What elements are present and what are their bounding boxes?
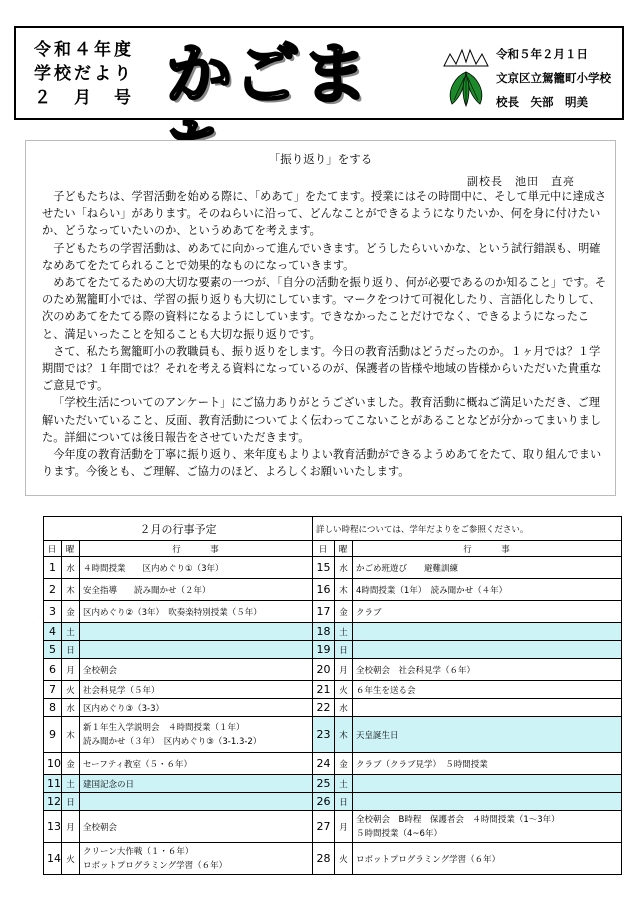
event-cell [353,699,622,717]
event-cell [353,811,622,843]
event-line: 新１年生入学説明会 ４時間授業（１年） [83,722,245,733]
article-paragraph: 「学校生活についてのアンケート」にご協力ありがとうございました。教育活動に概ねご満足いただき、ご理解いただいていること、反面、教育活動についてよく伝わってこないことがあることなどが分かってまいりました。詳細については後日報告をさせていただきます。 [42,396,602,444]
event-line: クリーン大作戦（１・６年） [83,846,194,857]
table-row [44,717,622,753]
table-row [44,699,622,717]
article-paragraph: めあてをたてるための大切な要素の一つが、「自分の活動を振り返り、何が必要であるのか知ること」です。そのため駕籠町小では、学習の振り返りも大切にしています。マークをつけて可視化したり、言語化したりして、次のめあてをたてる際の資料になるようにしています。できなかったことだけでなく、できるようになったこと、満足いったことを知ることも大切な振り返りです。 [42,276,607,341]
day-number: 27 [313,811,335,843]
event-cell [353,775,622,793]
weekday: 水 [62,557,80,579]
event-cell [353,753,622,775]
weekday: 土 [62,775,80,793]
weekday: 月 [335,659,353,681]
day-number: 2 [44,579,62,601]
day-number: 4 [44,623,62,641]
article-author: 副校長 池田 直亮 [467,175,575,188]
day-number: 25 [313,775,335,793]
event-cell [80,717,313,753]
day-number: 6 [44,659,62,681]
schedule-caption: ２月の行事予定 [44,517,313,541]
event-line: 4時間授業（1年） 読み聞かせ（４年） [356,585,508,596]
table-row [44,681,622,699]
event-cell [80,601,313,623]
day-number: 22 [313,699,335,717]
day-number: 26 [313,793,335,811]
event-line: ロボットプログラミング学習（６年） [356,854,501,865]
day-number: 24 [313,753,335,775]
day-number: 21 [313,681,335,699]
weekday: 土 [335,775,353,793]
event-line: 区内めぐり③（3-3） [83,703,165,714]
event-cell [80,843,313,875]
day-number: 28 [313,843,335,875]
event-line: ６年生を送る会 [356,685,416,696]
article-paragraph: 今年度の教育活動を丁寧に振り返り、来年度もよりよい教育活動ができるようめあてをたて、取り組んでまいります。今後とも、ご理解、ご協力のほど、よろしくお願いいたします。 [42,448,602,479]
article-body [42,188,608,480]
weekday: 金 [62,601,80,623]
event-line: 全校朝会 [83,665,118,676]
event-cell [353,623,622,641]
event-line: 全校朝会 [83,822,118,833]
weekday: 木 [62,717,80,753]
event-line: ４時間授業 区内めぐり①（3年） [83,563,224,574]
event-line: 安全指導 読み聞かせ（２年） [83,585,211,596]
col-header-events: 行 事 [80,541,313,557]
table-row [44,659,622,681]
table-row [44,641,622,659]
col-header-events: 行 事 [353,541,622,557]
event-cell [353,557,622,579]
event-cell [353,601,622,623]
table-row [44,793,622,811]
weekday: 日 [335,793,353,811]
col-header-weekday: 曜 [335,541,353,557]
event-cell [80,641,313,659]
article-box [25,140,616,496]
event-cell [80,811,313,843]
event-cell [80,681,313,699]
day-number: 17 [313,601,335,623]
weekday: 水 [335,699,353,717]
weekday: 日 [335,641,353,659]
weekday: 月 [335,811,353,843]
event-line: 全校朝会 社会科見学（６年） [356,665,476,676]
weekday: 土 [62,623,80,641]
weekday: 水 [62,699,80,717]
day-number: 8 [44,699,62,717]
day-number: 15 [313,557,335,579]
event-cell [80,659,313,681]
table-row [44,753,622,775]
event-cell [80,775,313,793]
event-cell [80,699,313,717]
day-number: 13 [44,811,62,843]
article-title: 「振り返り」をする [268,152,373,166]
day-number: 11 [44,775,62,793]
school-name: 文京区立駕籠町小学校 [496,71,611,85]
weekday: 水 [335,557,353,579]
principal-name: 校長 矢部 明美 [496,95,588,109]
weekday: 月 [62,659,80,681]
table-row [44,775,622,793]
day-number: 3 [44,601,62,623]
weekday: 金 [62,753,80,775]
weekday: 木 [335,579,353,601]
weekday: 木 [62,579,80,601]
table-row [44,601,622,623]
day-number: 12 [44,793,62,811]
weekday: 日 [62,641,80,659]
issue-line: 令和４年度 [34,40,134,60]
event-cell [353,793,622,811]
event-line: ５時間授業（4~6年） [356,828,442,839]
schedule-note: 詳しい時程については、学年だよりをご参照ください。 [313,517,622,541]
event-cell [353,641,622,659]
publication-info [496,42,624,114]
event-line: 読み聞かせ（３年） 区内めぐり③（3-1.3-2） [83,736,262,747]
event-cell [353,659,622,681]
event-line: ロボットプログラミング学習（６年） [83,860,228,871]
schedule-table [43,516,622,875]
weekday: 月 [62,811,80,843]
event-line: 社会科見学（５年） [83,685,160,696]
event-line: セーフティ教室（５・６年） [83,759,193,770]
event-line: 建国記念の日 [83,779,135,790]
event-cell [80,623,313,641]
newsletter-title: かごま [166,35,370,113]
weekday: 火 [62,843,80,875]
article-paragraph: さて、私たち駕籠町小の教職員も、振り返りをします。今日の教育活動はどうだったのか。１ヶ月では？１学期間では？１年間では？それを考える資料になっているのが、保護者の皆様や地域の皆様からいただいた貴重なご意見です。 [42,344,602,393]
publish-date: 令和５年２月１日 [496,47,588,61]
day-number: 5 [44,641,62,659]
col-header-day: 日 [44,541,62,557]
article-paragraph: 子どもたちは、学習活動を始める際に、「めあて」をたてます。授業にはその時間中に、そして単元中に達成させたい「ねらい」があります。そのねらいに沿って、どんなことができるようになりたいか、何を身に付けたいか、どうなっていたいのか、というめあてを考えます。 [42,190,607,238]
event-cell [353,717,622,753]
weekday: 日 [62,793,80,811]
event-cell [80,793,313,811]
issue-line: ２ 月 号 [34,88,134,108]
day-number: 14 [44,843,62,875]
day-number: 23 [313,717,335,753]
weekday: 木 [335,717,353,753]
table-row [44,623,622,641]
issue-info [34,38,154,110]
issue-line: 学校だより [34,64,134,84]
event-line: クラブ [356,607,382,618]
event-cell [353,843,622,875]
event-cell [353,681,622,699]
day-number: 20 [313,659,335,681]
weekday: 火 [335,681,353,699]
table-row [44,843,622,875]
event-line: 天皇誕生日 [356,730,399,741]
event-line: 区内めぐり②（3年） 吹奏楽特別授業（５年） [83,607,262,618]
event-line: クラブ（クラブ見学） ５時間授業 [356,759,488,770]
event-line: かごめ班遊び 避難訓練 [356,563,459,574]
event-cell [353,579,622,601]
table-row [44,811,622,843]
weekday: 土 [335,623,353,641]
day-number: 9 [44,717,62,753]
col-header-weekday: 曜 [62,541,80,557]
table-row [44,579,622,601]
day-number: 1 [44,557,62,579]
event-cell [80,579,313,601]
article-paragraph: 子どもたちの学習活動は、めあてに向かって進んでいきます。どうしたらいいかな、という試行錯誤も、明確なめあてをたてられることで効果的なものになっていきます。 [42,241,601,272]
day-number: 7 [44,681,62,699]
weekday: 火 [335,843,353,875]
day-number: 18 [313,623,335,641]
day-number: 19 [313,641,335,659]
weekday: 金 [335,601,353,623]
school-emblem-icon [438,46,494,108]
col-header-day: 日 [313,541,335,557]
weekday: 火 [62,681,80,699]
masthead [14,26,624,120]
table-row [44,557,622,579]
event-cell [80,557,313,579]
event-cell [80,753,313,775]
day-number: 10 [44,753,62,775]
event-line: 全校朝会 B時程 保護者会 ４時間授業（1～3年） [356,814,560,825]
weekday: 金 [335,753,353,775]
day-number: 16 [313,579,335,601]
